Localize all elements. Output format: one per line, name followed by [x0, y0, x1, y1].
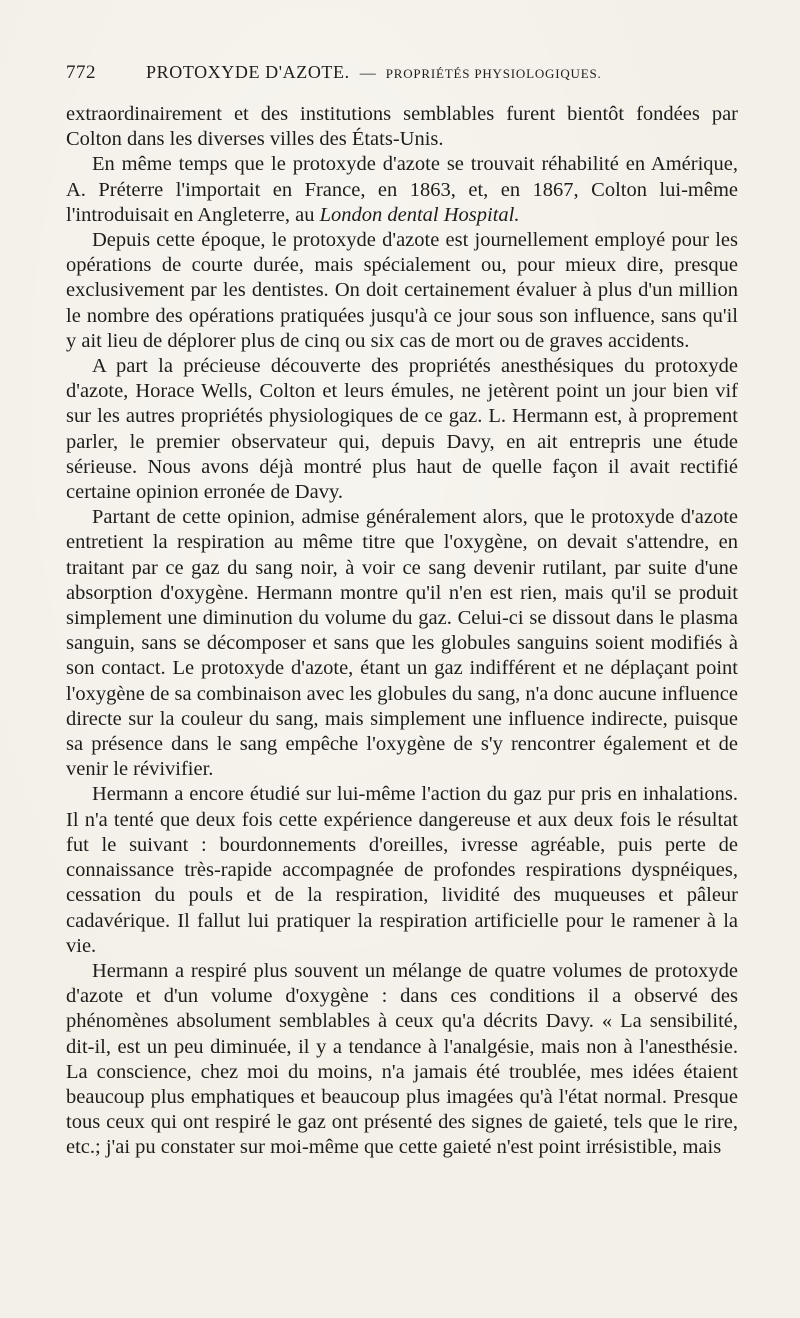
- paragraph-continued: extraordinairement et des institutions semblables furent bientôt fondées par Colton dans les diverses villes des États-Unis.: [66, 103, 738, 151]
- running-subtitle: PROPRIÉTÉS PHYSIOLOGIQUES.: [385, 66, 602, 81]
- paragraph-text: En même temps que le protoxyde d'azote se trouvait réhabilité en Amérique, A. Préterre l'importait en France, en 1863, et, en 1867, Colton lui-même l'introduisait en Angleterre, au: [66, 153, 738, 226]
- running-head-separator: —: [359, 65, 376, 82]
- running-title: PROTOXYDE D'AZOTE.: [146, 62, 350, 82]
- paragraph: A part la précieuse découverte des propriétés anesthésiques du protoxyde d'azote, Horace Wells, Colton et leurs émules, ne jetèrent point un jour bien vif sur les autres propriétés physiologiques de ce gaz. L. Hermann est, à proprement parler, le premier observateur qui, depuis Davy, en ait entrepris une étude sérieuse. Nous avons déjà montré plus haut de quelle façon il avait rectifié certaine opinion erronée de Davy.: [66, 355, 738, 504]
- italic-hospital-name: London dental Hospital.: [319, 203, 520, 226]
- paragraph: Depuis cette époque, le protoxyde d'azote est journellement employé pour les opérations de courte durée, mais spécialement ou, pour mieux dire, presque exclusivement par les dentistes. On doit certainement évaluer à plus d'un million le nombre des opérations pratiquées jusqu'à ce jour sous son influence, sans qu'il y ait lieu de déplorer plus de cinq ou six cas de mort ou de graves accidents.: [66, 229, 738, 352]
- paragraph: Hermann a respiré plus souvent un mélange de quatre volumes de protoxyde d'azote et d'un volume d'oxygène : dans ces conditions il a observé des phénomènes absolument semblables à ceux qu'a décrits Davy. « La sensibilité, dit-il, est un peu diminuée, il y a tendance à l'analgésie, mais non à l'anesthésie. La conscience, chez moi du moins, n'a jamais été troublée, mes idées étaient beaucoup plus emphatiques et beaucoup plus imagées qu'à l'état normal. Presque tous ceux qui ont respiré le gaz ont présenté des signes de gaieté, tels que le rire, etc.; j'ai pu constater sur moi-même que cette gaieté n'est point irrésistible, mais: [66, 959, 738, 1159]
- paragraph: Partant de cette opinion, admise généralement alors, que le protoxyde d'azote entretient la respiration au même titre que l'oxygène, on devait s'attendre, en traitant par ce gaz du sang noir, à voir ce sang devenir rutilant, par suite d'une absorption d'oxygène. Hermann montre qu'il n'en est rien, mais qu'il se produit simplement une diminution du volume du gaz. Celui-ci se dissout dans le plasma sanguin, sans se décomposer et sans que les globules sanguins soient modifiés à son contact. Le protoxyde d'azote, étant un gaz indifférent et ne déplaçant point l'oxygène de sa combinaison avec les globules du sang, n'a donc aucune influence directe sur la couleur du sang, mais simplement une influence indirecte, puisque sa présence dans le sang empêche l'oxygène de s'y rencontrer également et de venir le révivifier.: [66, 506, 738, 781]
- running-head: [66, 62, 738, 92]
- page-number: 772: [66, 62, 96, 83]
- paragraph: [66, 152, 738, 228]
- body-text: [66, 102, 738, 1161]
- paragraph: Hermann a encore étudié sur lui-même l'action du gaz pur pris en inhalations. Il n'a tenté que deux fois cette expérience dangereuse et aux deux fois le résultat fut le suivant : bourdonnements d'oreilles, ivresse agréable, puis perte de connaissance très-rapide accompagnée de profondes respirations dyspnéiques, cessation du pouls et de la respiration, lividité des muqueuses et pâleur cadavérique. Il fallut lui pratiquer la respiration artificielle pour le ramener à la vie.: [66, 783, 738, 957]
